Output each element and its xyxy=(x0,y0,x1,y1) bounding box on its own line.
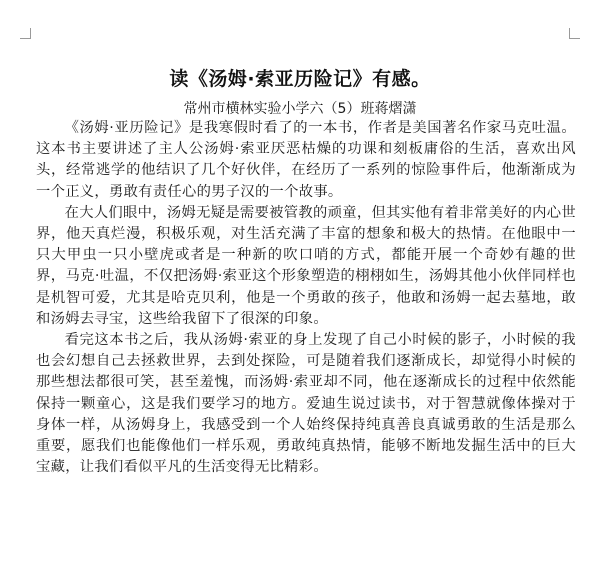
paragraph-1: 《汤姆·亚历险记》是我寒假时看了的一本书，作者是美国著名作家马克吐温。这本书主要讲述了主人公汤姆·索亚厌恶枯燥的功课和刻板庸俗的生活，喜欢出风头，经常逃学的他结识了几个好伙伴，在经历了一系列的惊险事件后，他渐渐成为一个正义，勇敢有责任心的男子汉的一个故事。 xyxy=(36,120,576,200)
document-title: 读《汤姆·索亚历险记》有感。 xyxy=(169,68,431,90)
document-body xyxy=(36,118,576,478)
paragraph-3: 看完这本书之后，我从汤姆·索亚的身上发现了自己小时候的影子，小时候的我也会幻想自己去拯救世界，去到处探险，可是随着我们逐渐成长，却觉得小时候的那些想法都很可笑，甚至羞愧，而汤姆·索亚却不同，他在逐渐成长的过程中依然能保持一颗童心，这是我们要学习的地方。爱迪生说过读书，对于智慧就像体操对于身体一样，从汤姆身上，我感受到一个人始终保持纯真善良真诚勇敢的生活是那么重要，愿我们也能像他们一样乐观，勇敢纯真热情，能够不断地发掘生活中的巨大宝藏，让我们看似平凡的生活变得无比精彩。 xyxy=(36,332,576,476)
crop-mark-top-left xyxy=(20,28,31,39)
document-author: 常州市横林实验小学六（5）班蒋熠潇 xyxy=(183,101,417,117)
crop-mark-top-right xyxy=(569,28,580,39)
paragraph-2: 在大人们眼中，汤姆无疑是需要被管教的顽童，但其实他有着非常美好的内心世界，他天真烂漫，积极乐观，对生活充满了丰富的想象和极大的热情。在他眼中一只大甲虫一只小壁虎或者是一种新的吹口哨的方式，都能开展一个奇妙有趣的世界，马克·吐温，不仅把汤姆·索亚这个形象塑造的栩栩如生，汤姆其他小伙伴同样也是机智可爱，尤其是哈克贝利，他是一个勇敢的孩子，他敢和汤姆一起去墓地，敢和汤姆去寻宝，这些给我留下了很深的印象。 xyxy=(36,204,576,327)
